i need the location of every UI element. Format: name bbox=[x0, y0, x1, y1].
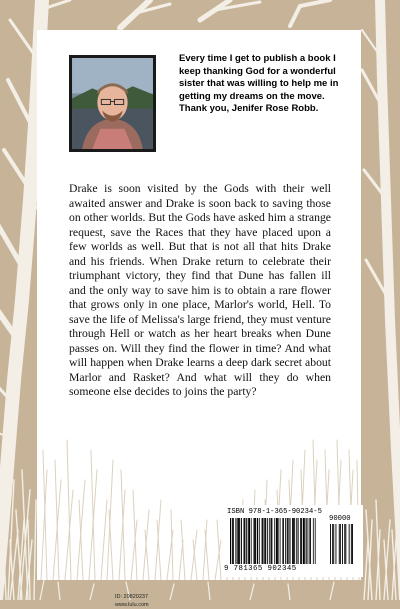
barcode-bar bbox=[293, 518, 294, 564]
addon-bar bbox=[352, 524, 353, 564]
barcode-bar bbox=[287, 518, 288, 564]
addon-bar bbox=[349, 524, 350, 564]
barcode-bar bbox=[239, 518, 240, 564]
addon-bar bbox=[336, 524, 337, 564]
book-blurb: Drake is soon visited by the Gods with their well awaited answer and Drake is soon back to saving those on other worlds. But the Gods have asked him a strange request, save the Races that they have placed upon a few worlds as well. But that is not all that hits Drake and his friends. When Drake return to celebrate their triumphant victory, they find that Dune has fallen ill and the only way to save him is to obtain a rare flower that grows only in one place, Marlor's world, Hell. To save the life of Melissa's large friend, they must venture through Hell or watch as her heart breaks when Dune passes on. Will they find the flower in time? And what will happen when Drake learns a deep dark secret about Marlor and Rasket? And what will they do when someone else decides to joins the party? bbox=[69, 182, 331, 398]
barcode-bar bbox=[300, 518, 301, 564]
barcode-bar bbox=[276, 518, 277, 564]
barcode-bar bbox=[235, 518, 236, 564]
publisher-url: www.lulu.com bbox=[115, 602, 149, 608]
barcode-bar bbox=[255, 518, 256, 564]
barcode-bar bbox=[310, 518, 311, 564]
barcode-bar bbox=[262, 518, 263, 564]
barcode-bar bbox=[241, 518, 242, 564]
barcode-bar bbox=[233, 518, 234, 564]
barcode-bar bbox=[264, 518, 265, 564]
barcode-bar bbox=[274, 518, 275, 564]
barcode-bar bbox=[315, 518, 316, 564]
addon-bar bbox=[333, 524, 334, 564]
barcode-bar bbox=[298, 518, 299, 564]
barcode-bar bbox=[271, 518, 272, 564]
barcode-bar bbox=[282, 518, 283, 564]
barcode-bar bbox=[285, 518, 286, 564]
barcode-bar bbox=[248, 518, 249, 564]
barcode-bar bbox=[265, 518, 266, 564]
barcode-bar bbox=[244, 518, 245, 564]
addon-bar bbox=[345, 524, 346, 564]
addon-bar bbox=[351, 524, 352, 564]
barcode-bar bbox=[280, 518, 281, 564]
barcode-bar bbox=[308, 518, 309, 564]
barcode-bar bbox=[309, 518, 310, 564]
barcode-digits: 9 781365 902345 bbox=[224, 565, 297, 573]
barcode-bar bbox=[306, 518, 307, 564]
barcode-bar bbox=[289, 518, 290, 564]
publisher-info bbox=[115, 593, 149, 609]
barcode-bar bbox=[292, 518, 293, 564]
isbn-barcode bbox=[222, 505, 363, 577]
addon-bar bbox=[344, 524, 345, 564]
barcode-bar bbox=[296, 518, 297, 564]
barcode-bar bbox=[257, 518, 258, 564]
barcode-bar bbox=[251, 518, 252, 564]
author-portrait-image bbox=[72, 58, 153, 149]
barcode-bar bbox=[262, 518, 263, 564]
barcode-bar bbox=[269, 518, 270, 564]
barcode-bar bbox=[288, 518, 289, 564]
barcode-bar bbox=[254, 518, 255, 564]
barcode-bar bbox=[259, 518, 260, 564]
barcode-bar bbox=[246, 518, 247, 564]
isbn-label bbox=[227, 508, 351, 523]
barcode-bar bbox=[283, 518, 284, 564]
barcode-bar bbox=[245, 518, 246, 564]
barcode-bar bbox=[232, 518, 233, 564]
barcode-bar bbox=[313, 518, 314, 564]
back-cover-panel bbox=[37, 30, 361, 608]
author-thanks-note: Every time I get to publish a book I keep thanking God for a wonderful sister that was willing to help me in getting my dreams on the move. Thank you, Jenifer Rose Robb. bbox=[179, 53, 339, 115]
barcode-bar bbox=[267, 518, 268, 564]
barcode-bar bbox=[301, 518, 302, 564]
author-photo bbox=[69, 55, 156, 152]
barcode-bar bbox=[238, 518, 239, 564]
barcode-bar bbox=[304, 518, 305, 564]
addon-bar bbox=[332, 524, 333, 564]
addon-bar bbox=[330, 524, 331, 564]
isbn-price-code: 90000 bbox=[329, 515, 351, 523]
barcode-bars bbox=[230, 518, 358, 566]
barcode-bar bbox=[254, 518, 255, 564]
barcode-bar bbox=[230, 518, 231, 564]
isbn-number: ISBN 978-1-365-90234-5 bbox=[227, 508, 322, 516]
barcode-bar bbox=[277, 518, 278, 564]
barcode-bar bbox=[249, 518, 250, 564]
addon-bar bbox=[340, 524, 341, 564]
barcode-bar bbox=[237, 518, 238, 564]
barcode-bar bbox=[278, 518, 279, 564]
addon-bar bbox=[342, 524, 343, 564]
barcode-bar bbox=[294, 518, 295, 564]
barcode-bar bbox=[303, 518, 304, 564]
publisher-id: ID: 20820237 bbox=[115, 594, 149, 600]
barcode-bar bbox=[272, 518, 273, 564]
addon-bar bbox=[339, 524, 340, 564]
